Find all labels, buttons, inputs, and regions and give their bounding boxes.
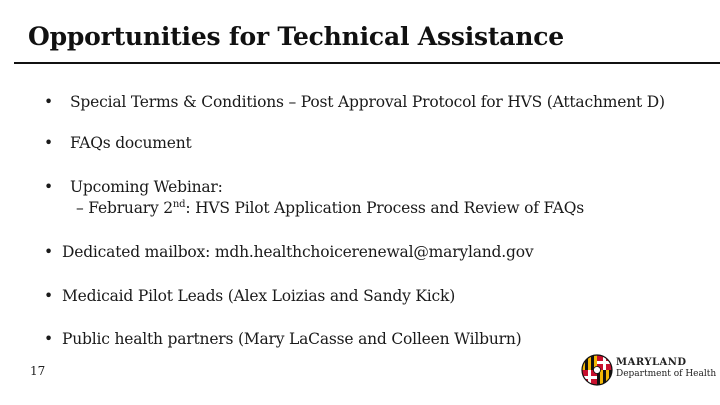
page-number: 17 (30, 364, 46, 378)
bullet-marker: • (44, 330, 53, 348)
title-divider (14, 62, 720, 64)
bullet-item (44, 243, 533, 261)
bullet-text: FAQs document (70, 134, 192, 152)
bullet-text: Special Terms & Conditions – Post Approval Protocol for HVS (Attachment D) (70, 93, 665, 111)
logo-text-maryland: MARYLAND (616, 357, 687, 368)
bullet-text: Upcoming Webinar: (70, 178, 223, 196)
sub-bullet-marker: – (76, 199, 84, 217)
bullet-marker: • (44, 243, 53, 261)
bullet-text: Public health partners (Mary LaCasse and Colleen Wilburn) (62, 330, 522, 348)
maryland-health-logo (580, 350, 717, 390)
webinar-description: : HVS Pilot Application Process and Review of FAQs (185, 199, 584, 217)
bullet-text: Medicaid Pilot Leads (Alex Loizias and Sandy Kick) (62, 287, 456, 305)
logo-text-department: Department of Health (616, 369, 717, 379)
webinar-date: February 2nd (88, 198, 186, 217)
bullet-item (44, 93, 665, 111)
bullet-item (44, 287, 455, 305)
sub-bullet-item (76, 199, 584, 217)
page-title: Opportunities for Technical Assistance (28, 22, 564, 51)
bullet-text: Dedicated mailbox: mdh.healthchoicerenewal@maryland.gov (62, 243, 534, 261)
bullet-item (44, 330, 521, 348)
bullet-marker: • (44, 134, 53, 152)
bullet-item (44, 178, 223, 196)
maryland-flag-seal-icon (580, 353, 614, 387)
bullet-marker: • (44, 178, 53, 196)
bullet-marker: • (44, 93, 53, 111)
bullet-item (44, 134, 192, 152)
bullet-marker: • (44, 287, 53, 305)
